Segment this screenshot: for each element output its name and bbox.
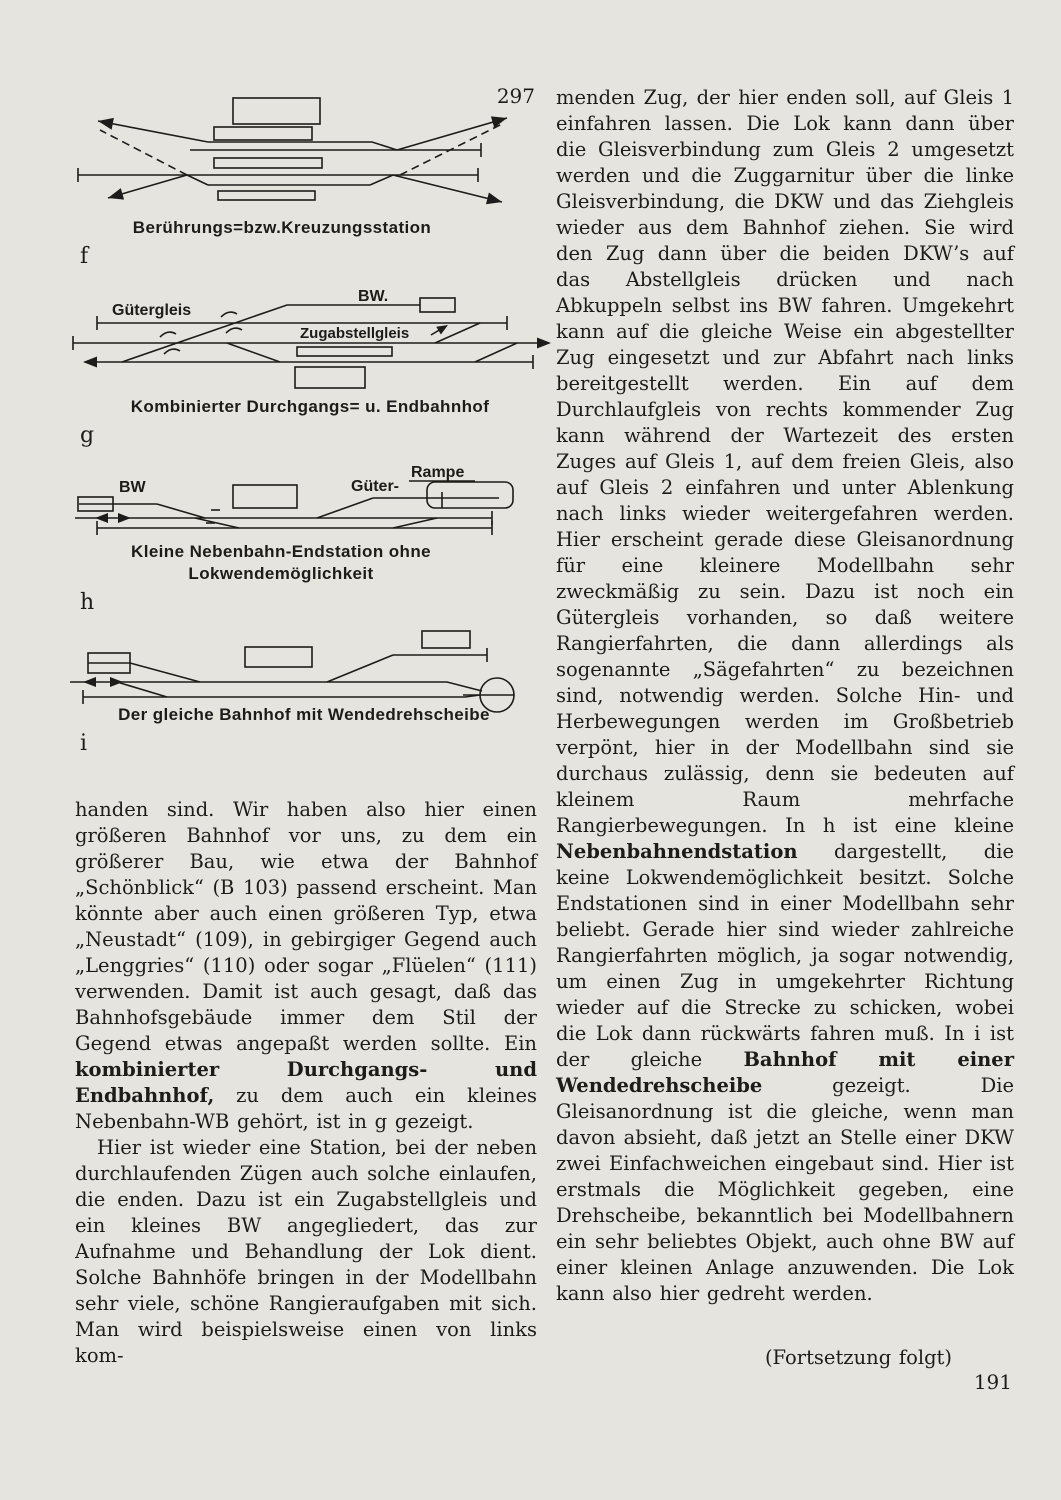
arrowhead: [83, 357, 97, 368]
paragraph: [556, 85, 1014, 1307]
station-building: [245, 647, 312, 667]
switch: [157, 504, 205, 518]
arrowhead: [486, 193, 503, 208]
left-column-text: [75, 797, 537, 1369]
body-text: gezeigt. Die Gleisanordnung ist die gleiche, wenn man davon absieht, daß jetzt an Stelle einer DKW zwei Einfachweichen eingebaut sind. Hier ist erstmals die Möglichkeit gegeben, eine Drehscheibe, bekanntlich bei Modellbahnern ein sehr beliebtes Objekt, auch ohne BW auf einer kleinen Anlage anzuwenden. Die Lok kann also hier gedreht werden.: [556, 1074, 1014, 1305]
figure-h-caption-line1: Kleine Nebenbahn-Endstation ohne: [131, 542, 431, 561]
left-column: [75, 797, 537, 1369]
route-line: [397, 118, 507, 150]
track-upper-siding: [208, 142, 397, 150]
dkw-mark: [221, 312, 237, 317]
platform: [297, 347, 392, 356]
figure-f-diagram: [70, 88, 560, 210]
guetergleis-label: Gütergleis: [112, 302, 192, 319]
arrowhead: [110, 677, 123, 687]
body-text: Hier ist wieder eine Station, bei der neben durchlaufenden Zügen auch solche einlaufen, die enden. Dazu ist ein Zugabstellgleis und ein kleines BW angegliedert, das zur Aufnahme und Behandlung der Lok dient. Solche Bahnhöfe bringen in der Modellbahn sehr viele, schöne Rangieraufgaben mit sich. Man wird beispielsweise einen von links kom-: [75, 1136, 537, 1367]
switch: [370, 175, 393, 185]
station-building: [233, 485, 297, 508]
arrowhead: [106, 188, 124, 204]
switch: [393, 518, 437, 528]
figure-h-diagram: [65, 460, 555, 538]
route-line: [393, 175, 502, 202]
track-lower: [83, 695, 480, 697]
dkw-mark: [226, 328, 242, 333]
gueter-label: Güter-: [351, 478, 399, 495]
figure-g-label: g: [80, 423, 95, 448]
switch: [475, 343, 517, 362]
paragraph: [75, 797, 537, 1135]
figure-g-caption: Kombinierter Durchgangs= u. Endbahnhof: [130, 397, 490, 416]
arrowhead: [537, 338, 551, 349]
right-column-text: [556, 85, 1014, 1307]
figure-h-label: h: [80, 590, 95, 615]
bw-building: [420, 298, 455, 312]
body-text: menden Zug, der hier enden soll, auf Gleis 1 einfahren lassen. Die Lok kann dann über die Gleisverbindung zum Gleis 2 umgesetzt werden und die Zuggarnitur über die linke Gleisverbindung, die DKW und das Ziehgleis wieder aus dem Bahnhof ziehen. Sie wird den Zug dann über die beiden DKW’s auf das Abstellgleis drücken und nach Abkuppeln selbst ins BW fahren. Umgekehrt kann auf die gleiche Weise ein abgestellter Zug eingesetzt und zur Abfahrt nach links bereitgestellt werden. Ein auf dem Durchlaufgleis von rechts kommender Zug kann während der Wartezeit des ersten Zuges auf Gleis 1, auf dem freien Gleis, also auf Gleis 2 einfahren und unter Ablenkung nach links wieder weitergefahren werden. Hier erscheint gerade diese Gleisanordnung für eine kleinere Modellbahn sehr zweckmäßig zu sein. Dazu ist noch ein Gütergleis vorhanden, so daß weitere Rangierfahrten, die dann allerdings als sogenannte „Sägefahrten“ zu bezeichnen sind, notwendig werden. Solche Hin- und Herbewegungen werden im Großbetrieb verpönt, hier in der Modellbahn sind sie durchaus zulässig, denn sie bedeuten auf kleinem Raum mehrfache Rangierbewegungen. In h ist eine kleine: [556, 86, 1014, 837]
right-column: [556, 85, 1014, 1371]
arrowhead: [118, 513, 131, 523]
figure-i-diagram: [65, 625, 555, 717]
bw-label: BW.: [358, 288, 389, 305]
figure-h-caption-line2: Lokwendemöglichkeit: [188, 564, 374, 583]
paragraph: [75, 1135, 537, 1369]
continuation-note: (Fortsetzung folgt): [764, 1346, 952, 1369]
switch: [317, 498, 373, 518]
goods-shed: [422, 631, 470, 648]
bold-text: kombinierter Durchgangs- und Endbahnhof,: [75, 1058, 537, 1107]
rampe-label: Rampe: [411, 464, 465, 481]
arrowhead: [97, 115, 114, 130]
figure-f-caption: Berührungs=bzw.Kreuzungsstation: [132, 218, 432, 237]
switch: [130, 663, 200, 682]
figure-i-label: i: [80, 731, 88, 756]
switch: [195, 518, 239, 528]
platform: [214, 127, 312, 140]
dkw-mark: [160, 332, 176, 337]
platform: [214, 158, 322, 168]
bold-text: Bahnhof mit einer Wendedrehscheibe: [556, 1048, 1014, 1097]
platform: [218, 191, 315, 200]
switch: [227, 343, 280, 362]
dkw-mark: [164, 349, 180, 354]
figure-g: [65, 285, 555, 448]
figure-h: [65, 460, 555, 615]
zugabstellgleis-label: Zugabstellgleis: [300, 325, 410, 342]
bw-label: BW: [119, 479, 146, 496]
body-text: handen sind. Wir haben also hier einen größeren Bahnhof vor uns, zu dem ein größerer Bau, wie etwa der Bahnhof „Schönblick“ (B 103) passend erscheint. Man könnte aber auch einen größeren Typ, etwa „Neustadt“ (109), in gebirgiger Gegend auch „Lenggries“ (110) oder sogar „Flüelen“ (111) verwenden. Damit ist auch gesagt, daß das Bahnhofsgebäude immer dem Stil der Gegend etwas angepaßt werden sollte. Ein: [75, 798, 537, 1055]
figure-i: [65, 625, 555, 756]
station-building: [233, 98, 320, 124]
figure-g-diagram: [65, 285, 555, 391]
page-number-bottom: 191: [973, 1370, 1012, 1394]
loading-ramp: [427, 482, 513, 508]
switch: [327, 655, 393, 682]
body-text: zu dem auch ein kleines Nebenbahn-WB gehört, ist in g gezeigt.: [75, 1084, 537, 1133]
figure-f-label: f: [80, 244, 89, 269]
route-line-dashed: [100, 130, 187, 175]
figure-i-caption: Der gleiche Bahnhof mit Wendedrehscheibe: [118, 705, 490, 724]
switch: [187, 175, 208, 185]
body-text: dargestellt, die keine Lokwendemöglichkeit besitzt. Solche Endstationen sind in einer Modellbahn sehr beliebt. Gerade hier sind wieder zahlreiche Rangierfahrten möglich, ja sogar notwendig, um einen Zug in umgekehrter Richtung wieder auf die Strecke zu schicken, wobei die Lok dann rückwärts fahren muß. In i ist der gleiche: [556, 840, 1014, 1071]
route-line: [98, 121, 208, 142]
page-number-top: 297: [496, 84, 535, 108]
switch: [117, 682, 167, 697]
figure-f: [70, 88, 560, 269]
bold-text: Nebenbahnendstation: [556, 840, 798, 863]
station-building: [295, 367, 365, 388]
arrowhead: [83, 677, 96, 687]
